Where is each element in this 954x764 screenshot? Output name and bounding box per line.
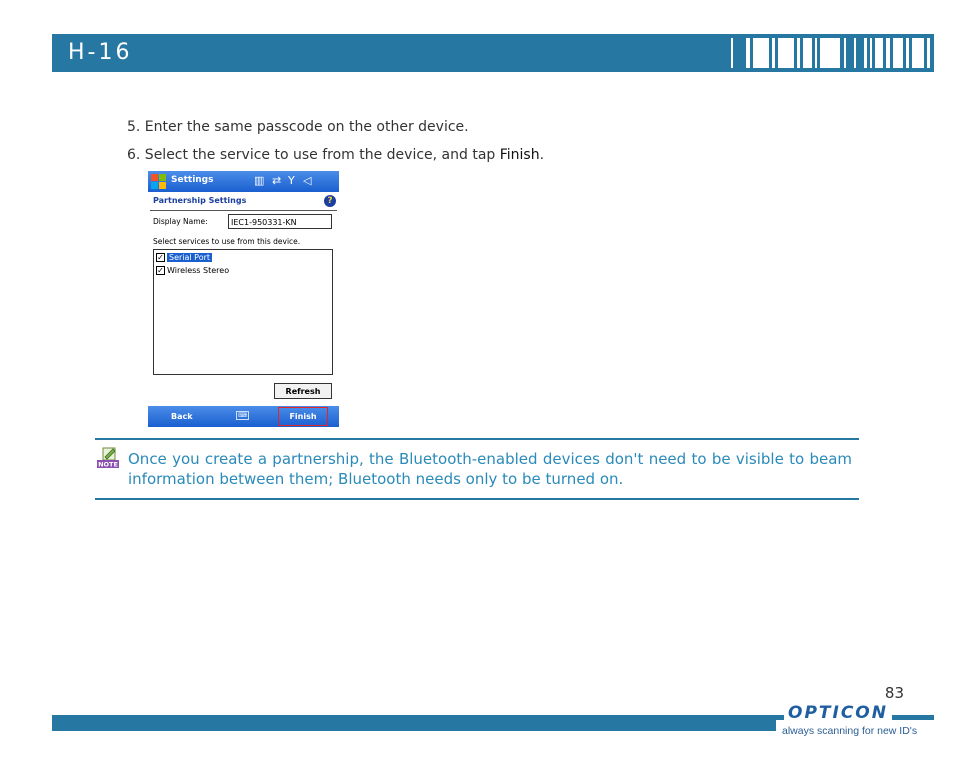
opticon-logo: OPTICON xyxy=(784,703,892,723)
battery-icon: ▥ xyxy=(254,174,265,187)
barcode-icon xyxy=(726,34,934,72)
service-label: Serial Port xyxy=(169,253,211,262)
page-title: H-16 xyxy=(68,40,133,65)
note-bottom-rule xyxy=(95,498,859,500)
finish-button[interactable]: Finish xyxy=(278,407,328,426)
device-title-bar xyxy=(148,171,339,192)
note-icon-label: NOTE xyxy=(98,460,118,468)
step-6 xyxy=(127,147,544,163)
step-6-suffix: . xyxy=(539,147,545,163)
display-name-label: Display Name: xyxy=(153,217,208,226)
divider xyxy=(150,210,337,211)
note-icon xyxy=(97,446,119,468)
step-5-text: 5. Enter the same passcode on the other device. xyxy=(127,119,469,135)
signal-icon: Y xyxy=(288,174,295,187)
step-6-emphasis: Finish xyxy=(499,147,540,163)
back-button[interactable]: Back xyxy=(171,412,193,421)
device-screenshot xyxy=(148,171,339,427)
note-top-rule xyxy=(95,438,859,440)
page-number: 83 xyxy=(884,684,904,702)
checkbox-checked-icon[interactable]: ✓ xyxy=(157,253,164,262)
checkbox-checked-icon[interactable]: ✓ xyxy=(157,266,164,275)
help-icon[interactable]: ? xyxy=(324,195,336,207)
connectivity-icon[interactable]: ⇄ xyxy=(272,174,282,187)
step-5 xyxy=(127,119,469,135)
tagline: always scanning for new ID's xyxy=(782,725,918,737)
device-softkey-bar xyxy=(148,406,339,427)
device-heading: Partnership Settings xyxy=(153,196,247,205)
footer-bar xyxy=(52,715,776,731)
service-label: Wireless Stereo xyxy=(167,266,230,275)
windows-start-icon[interactable] xyxy=(150,173,167,190)
list-item[interactable] xyxy=(156,252,212,263)
note-text: Once you create a partnership, the Bluetooth-enabled devices don't need to be visible to beam information between them; Bluetooth needs only to be turned on. xyxy=(128,450,852,488)
refresh-button[interactable]: Refresh xyxy=(274,383,332,399)
services-label: Select services to use from this device. xyxy=(153,237,301,246)
services-list[interactable] xyxy=(153,249,333,375)
display-name-field[interactable]: IEC1-950331-KN xyxy=(228,214,332,229)
device-title: Settings xyxy=(171,175,214,185)
step-6-text: 6. Select the service to use from the device, and tap xyxy=(127,147,500,163)
list-item[interactable] xyxy=(156,265,229,276)
keyboard-icon[interactable]: ⌨ xyxy=(236,411,249,420)
volume-icon[interactable]: ◁ xyxy=(303,174,312,187)
